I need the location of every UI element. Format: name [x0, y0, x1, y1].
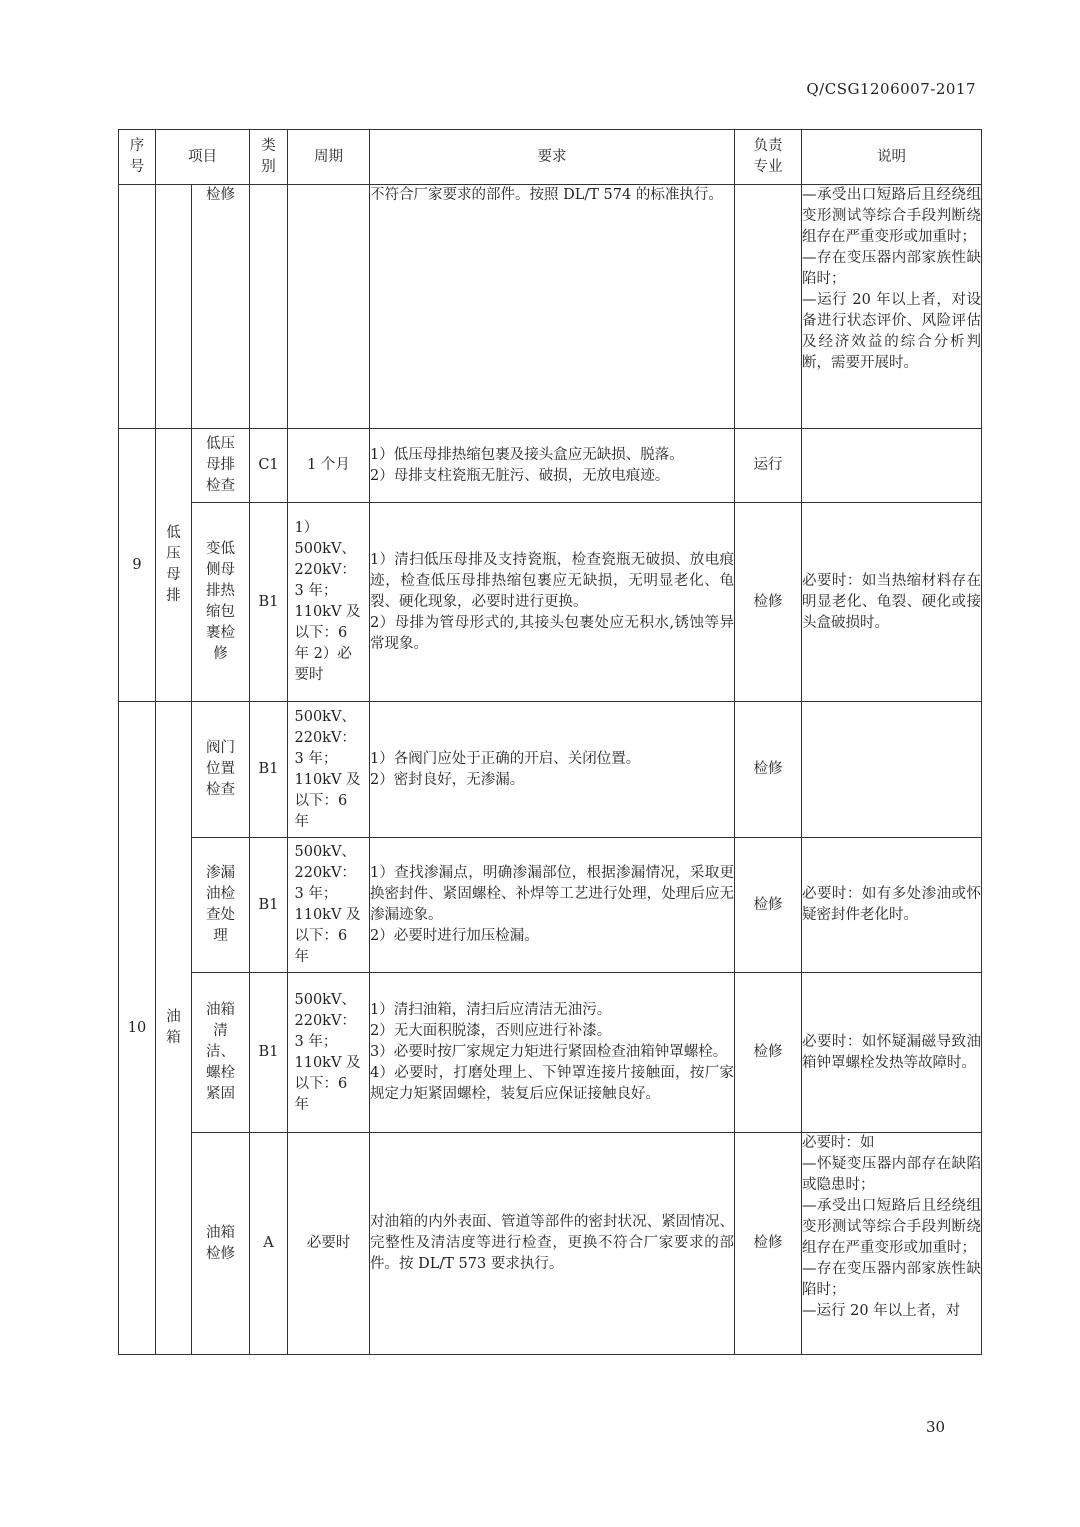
note-cell: 必要时：如当热缩材料存在明显老化、龟裂、硬化或接头盒破损时。: [802, 503, 982, 702]
note-cell: [802, 702, 982, 838]
header-period: 周期: [288, 130, 370, 185]
note-cell: 必要时：如 —怀疑变压器内部存在缺陷或隐患时； —承受出口短路后且经绕组变形测试等综合手段判断绕组存在严重变形或加重时； —存在变压器内部家族性缺陷时； —运行 20 年以上者，对: [802, 1133, 982, 1355]
header-category: 类别: [250, 130, 288, 185]
sub-item-cell: 渗漏油检查处理: [192, 838, 250, 973]
sub-item-cell: 阀门位置检查: [192, 702, 250, 838]
period-cell: 1 个月: [288, 429, 370, 503]
dept-cell: 运行: [735, 429, 802, 503]
header-row: [119, 130, 982, 185]
period-cell: 500kV、220kV：3 年；110kV 及以下：6 年: [288, 838, 370, 973]
item-cell: [156, 185, 192, 429]
seq-cell: 10: [119, 702, 156, 1355]
category-cell: B1: [250, 838, 288, 973]
period-cell: 500kV、220kV：3 年；110kV 及以下：6 年: [288, 973, 370, 1133]
sub-item-cell: 低压母排检查: [192, 429, 250, 503]
dept-cell: 检修: [735, 973, 802, 1133]
category-cell: [250, 185, 288, 429]
requirement-cell: 对油箱的内外表面、管道等部件的密封状况、紧固情况、完整性及清洁度等进行检查，更换不符合厂家要求的部件。按 DL/T 573 要求执行。: [370, 1133, 735, 1355]
header-note: 说明: [802, 130, 982, 185]
period-cell: 必要时: [288, 1133, 370, 1355]
category-cell: A: [250, 1133, 288, 1355]
requirement-cell: 1）各阀门应处于正确的开启、关闭位置。 2）密封良好，无渗漏。: [370, 702, 735, 838]
header-dept: 负责专业: [735, 130, 802, 185]
requirement-cell: 1）低压母排热缩包裹及接头盒应无缺损、脱落。 2）母排支柱瓷瓶无脏污、破损，无放电痕迹。: [370, 429, 735, 503]
note-cell: [802, 429, 982, 503]
category-cell: B1: [250, 503, 288, 702]
dept-cell: 检修: [735, 702, 802, 838]
requirement-cell: 不符合厂家要求的部件。按照 DL/T 574 的标准执行。: [370, 185, 735, 429]
period-cell: 500kV、220kV：3 年；110kV 及以下：6 年: [288, 702, 370, 838]
sub-item-cell: 油箱检修: [192, 1133, 250, 1355]
dept-cell: [735, 185, 802, 429]
category-cell: C1: [250, 429, 288, 503]
note-cell: 必要时：如有多处渗油或怀疑密封件老化时。: [802, 838, 982, 973]
table-row: [119, 702, 982, 838]
header-item: 项目: [156, 130, 250, 185]
note-cell: 必要时：如怀疑漏磁导致油箱钟罩螺栓发热等故障时。: [802, 973, 982, 1133]
table-row: [119, 838, 982, 973]
sub-item-cell: 油箱清洁、螺栓紧固: [192, 973, 250, 1133]
requirement-cell: 1）清扫油箱，清扫后应清洁无油污。 2）无大面积脱漆，否则应进行补漆。 3）必要时按厂家规定力矩进行紧固检查油箱钟罩螺栓。 4）必要时，打磨处理上、下钟罩连接片接触面，按厂家规定力矩紧固螺栓，装复后应保证接触良好。: [370, 973, 735, 1133]
seq-cell: 9: [119, 429, 156, 702]
category-cell: B1: [250, 702, 288, 838]
document-code: Q/CSG1206007-2017: [806, 80, 976, 98]
table-row: [119, 429, 982, 503]
item-cell: 油箱: [156, 702, 192, 1355]
requirement-cell: 1）清扫低压母排及支持瓷瓶，检查瓷瓶无破损、放电痕迹，检查低压母排热缩包裹应无缺损，无明显老化、龟裂、硬化现象，必要时进行更换。 2）母排为管母形式的,其接头包裹处应无积水,锈蚀等异常现象。: [370, 503, 735, 702]
seq-cell: [119, 185, 156, 429]
header-requirement: 要求: [370, 130, 735, 185]
dept-cell: 检修: [735, 838, 802, 973]
maintenance-table: [118, 129, 982, 1355]
note-cell: —承受出口短路后且经绕组变形测试等综合手段判断绕组存在严重变形或加重时； —存在变压器内部家族性缺陷时； —运行 20 年以上者，对设备进行状态评价、风险评估及经济效益的综合分析判断，需要开展时。: [802, 185, 982, 429]
category-cell: B1: [250, 973, 288, 1133]
page-number: 30: [926, 1418, 946, 1436]
item-cell: 低压母排: [156, 429, 192, 702]
sub-item-cell: 变低侧母排热缩包裹检修: [192, 503, 250, 702]
table-row: [119, 185, 982, 429]
requirement-cell: 1）查找渗漏点，明确渗漏部位，根据渗漏情况，采取更换密封件、紧固螺栓、补焊等工艺进行处理，处理后应无渗漏迹象。 2）必要时进行加压检漏。: [370, 838, 735, 973]
dept-cell: 检修: [735, 1133, 802, 1355]
header-seq: 序号: [119, 130, 156, 185]
table-row: [119, 503, 982, 702]
dept-cell: 检修: [735, 503, 802, 702]
table-row: [119, 973, 982, 1133]
period-cell: [288, 185, 370, 429]
table-row: [119, 1133, 982, 1355]
period-cell: 1）500kV、220kV：3 年；110kV 及以下：6 年 2）必要时: [288, 503, 370, 702]
sub-item-cell: 检修: [192, 185, 250, 429]
